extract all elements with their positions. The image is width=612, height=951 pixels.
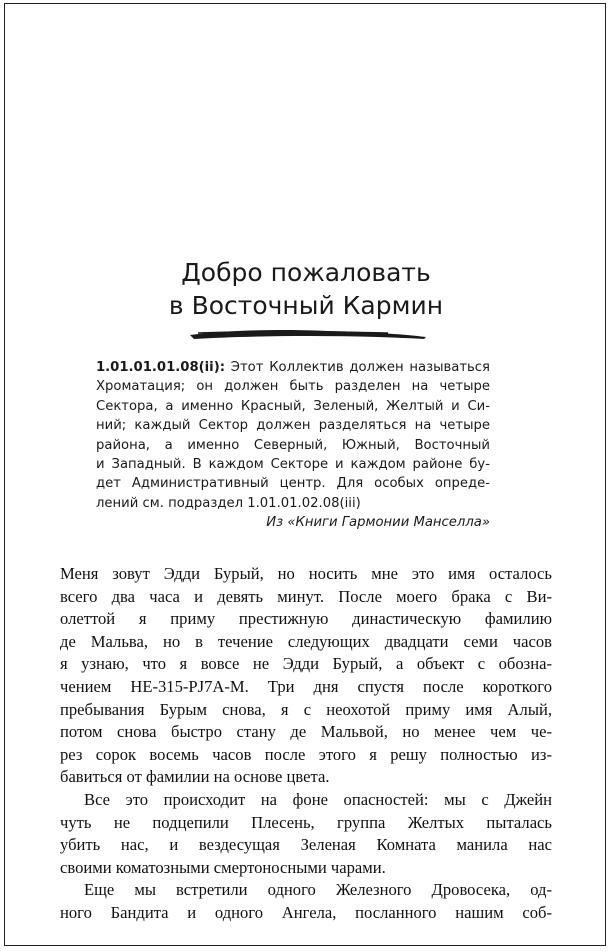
body-line: ного Бандита и одного Ангела, посланного нашим соб- (60, 902, 552, 922)
body-line: всего два часа и девять минут. После моего брака с Ви- (60, 586, 552, 606)
body-line: рез сорок восемь часов после этого я решу полностью из- (60, 744, 552, 764)
body-line: олеттой я приму престижную династическую фамилию (60, 609, 552, 629)
epigraph-line: Сектора, а именно Красный, Зеленый, Желтый и Си- (96, 398, 490, 414)
body-line: своими коматозными смертоносными чарами. (60, 857, 386, 877)
body-line: чением НЕ-315-PJ7A-M. Три дня спустя после короткого (60, 676, 552, 696)
body-line: Еще мы встретили одного Железного Дровосека, од- (84, 880, 552, 900)
chapter-title (0, 256, 612, 322)
chapter-title-line: Добро пожаловать (181, 258, 431, 287)
epigraph-line: и Западный. В каждом Секторе и каждом районе бу- (96, 457, 490, 473)
body-line: потом снова быстро стану де Мальвой, но менее чем че- (60, 722, 552, 742)
body-line: де Мальва, но в течение следующих двадцати семи часов (60, 631, 552, 651)
epigraph-line: лений см. подраздел 1.01.01.02.08(iii) (96, 495, 361, 511)
epigraph-line: ний; каждый Сектор должен разделяться на четыре (96, 418, 490, 434)
brush-stroke-divider (188, 326, 428, 342)
body-line: убить нас, и вездесущая Зеленая Комната манила нас (60, 835, 552, 855)
epigraph-line: дет Административный центр. Для особых опреде- (96, 476, 490, 492)
body-text (60, 563, 552, 925)
body-line: чуть не подцепили Плесень, группа Желтых пыталась (60, 812, 552, 832)
epigraph (96, 358, 490, 533)
epigraph-line: 1.01.01.01.08(ii): Этот Коллектив должен называться (96, 360, 490, 375)
epigraph-line: Хроматация; он должен быть разделен на четыре (96, 379, 490, 395)
body-line: я узнаю, что я вовсе не Эдди Бурый, а объект с обозна- (60, 654, 552, 674)
body-line: пребывания Бурым снова, я с неохотой приму имя Алый, (60, 699, 552, 719)
body-line: Все это происходит на фоне опасностей: мы с Джейн (84, 789, 552, 809)
body-line: Меня зовут Эдди Бурый, но носить мне это имя осталось (60, 564, 552, 583)
epigraph-line: района, а именно Северный, Южный, Восточный (96, 437, 490, 453)
chapter-title-line: в Восточный Кармин (168, 291, 444, 320)
body-line: бавиться от фамилии на основе цвета. (60, 767, 330, 787)
epigraph-code: 1.01.01.01.08(ii): (96, 360, 225, 375)
epigraph-source: Из «Книги Гармонии Манселла» (266, 515, 490, 531)
